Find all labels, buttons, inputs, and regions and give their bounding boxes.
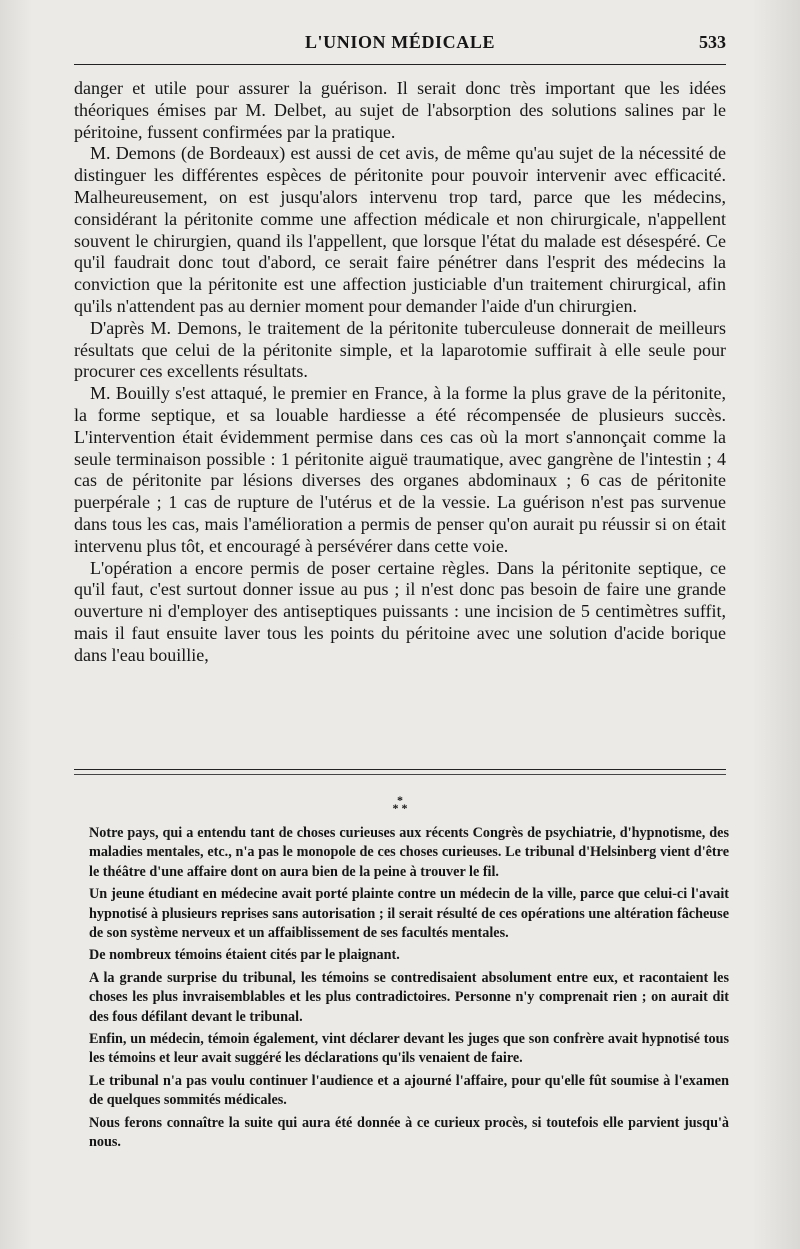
note-paragraph: Nous ferons connaître la suite qui aura été donnée à ce curieux procès, si toutefois elle parvient jusqu'à nous. (89, 1114, 729, 1151)
note-paragraph: Notre pays, qui a entendu tant de choses curieuses aux récents Congrès de psychiatrie, d'hypnotisme, des maladies mentales, etc., n'a pas le monopole de ces choses curieuses. Le tribunal d'Helsinberg vient d'être le théâtre d'une affaire dont on aura bien de la peine à trouver le fil. (89, 825, 729, 880)
note-paragraph: Le tribunal n'a pas voulu continuer l'audience et a ajourné l'affaire, pour qu'elle fût soumise à l'examen de quelques sommités médicales. (89, 1072, 729, 1109)
main-text (74, 78, 726, 667)
note-paragraph: De nombreux témoins étaient cités par le plaignant. (89, 947, 400, 964)
section-divider-thin (74, 774, 726, 775)
asterism (0, 793, 800, 815)
page-number: 533 (699, 32, 726, 52)
paragraph: danger et utile pour assurer la guérison. Il serait donc très important que les idées théoriques émises par M. Delbet, au sujet de l'absorption des solutions salines par le péritoine, fussent confirmées par la pratique. (74, 78, 726, 142)
asterism-glyphs: * * * (392, 793, 408, 815)
note-paragraph: A la grande surprise du tribunal, les témoins se contredisaient absolument entre eux, et racontaient les choses les plus invraisemblables et les plus contradictoires. Personne n'y comprenait rien ; on aurait dit des fous défilant devant le tribunal. (89, 969, 729, 1025)
paragraph: M. Bouilly s'est attaqué, le premier en France, à la forme la plus grave de la péritonite, la forme septique, et sa louable hardiesse a été récompensée de plusieurs succès. L'intervention était évidemment permise dans ces cas où la mort s'annonçait comme la seule terminaison possible : 1 péritonite aiguë traumatique, avec gangrène de l'intestin ; 4 cas de péritonite par lésions diverses des organes abdominaux ; 6 cas de péritonite puerpérale ; 1 cas de rupture de l'utérus et de la vessie. La guérison n'est pas survenue dans tous les cas, mais l'amélioration a permis de penser qu'on aurait pu réussir si on était intervenu plus tôt, et encouragé à persévérer dans cette voie. (74, 383, 726, 556)
paragraph: M. Demons (de Bordeaux) est aussi de cet avis, de même qu'au sujet de la nécessité de distinguer les différentes espèces de péritonite pour pouvoir intervenir avec efficacité. Malheureusement, on est jusqu'alors intervenu trop tard, parce que les médecins, considérant la péritonite comme une affection médicale et non chirurgicale, n'appellent souvent le chirurgien, quand ils l'appellent, que lorsque l'état du malade est désespéré. Ce qu'il faudrait donc tout d'abord, ce serait faire pénétrer dans l'esprit des médecins la conviction que la péritonite est une affection justiciable d'un traitement chirurgical, afin qu'ils n'attendent pas au dernier moment pour demander l'aide d'un chirurgien. (74, 143, 726, 316)
page-header (74, 30, 726, 60)
section-divider (74, 769, 726, 770)
news-item (89, 824, 729, 1156)
note-paragraph: Enfin, un médecin, témoin également, vint déclarer devant les juges que son confrère avait hypnotisé tous les témoins et leur avait suggéré les déclarations qu'ils venaient de faire. (89, 1031, 729, 1067)
paragraph: L'opération a encore permis de poser certaine règles. Dans la péritonite septique, ce qu'il faut, c'est surtout donner issue au pus ; il n'est donc pas besoin de faire une grande ouverture ni d'employer des antiseptiques puissants : une incision de 5 centimètres suffit, mais il faut ensuite laver tous les points du péritoine avec une solution d'acide borique dans l'eau bouillie, (74, 557, 726, 665)
running-title: L'UNION MÉDICALE (304, 32, 496, 52)
note-paragraph: Un jeune étudiant en médecine avait porté plainte contre un médecin de la ville, parce que celui-ci l'avait hypnotisé à plusieurs reprises sans autorisation ; il serait résulté de ces opérations une altération fâcheuse de son système nerveux et un affaiblissement de ses facultés mentales. (89, 886, 729, 942)
paragraph: D'après M. Demons, le traitement de la péritonite tuberculeuse donnerait de meilleurs résultats que celui de la péritonite simple, et la laparotomie suffirait à elle seule pour procurer ces excellents résultats. (74, 317, 726, 382)
header-rule (74, 64, 726, 65)
